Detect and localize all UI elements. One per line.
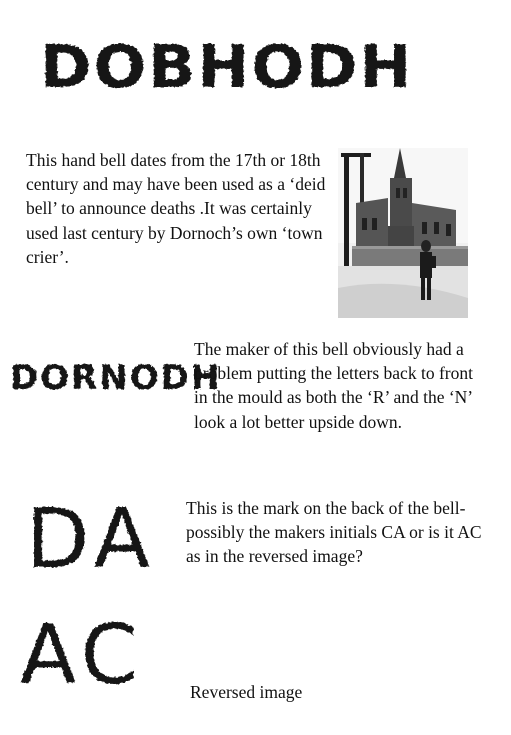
mark-original: DA [26, 492, 156, 587]
church-photo [338, 148, 468, 318]
inscription-middle: DORNODH [10, 358, 222, 398]
maker-paragraph: The maker of this bell obviously had a problem putting the letters back to front in the mould as both the ‘R’ and the ‘N’ look a lot better upside down. [194, 339, 473, 432]
church-photo-icon [338, 148, 468, 318]
inscription-top: DOBHODH [40, 31, 414, 102]
reversed-caption: Reversed image [190, 682, 303, 702]
mark-reversed: AC [20, 608, 144, 703]
intro-paragraph: This hand bell dates from the 17th or 18th century and may have been used as a ‘deid bell’ to announce deaths .It was certainly used last century by Dornoch’s own ‘town crier’. [26, 150, 326, 267]
mark-paragraph: This is the mark on the back of the bell-possibly the makers initials CA or is it AC as in the reversed image? [186, 498, 482, 567]
